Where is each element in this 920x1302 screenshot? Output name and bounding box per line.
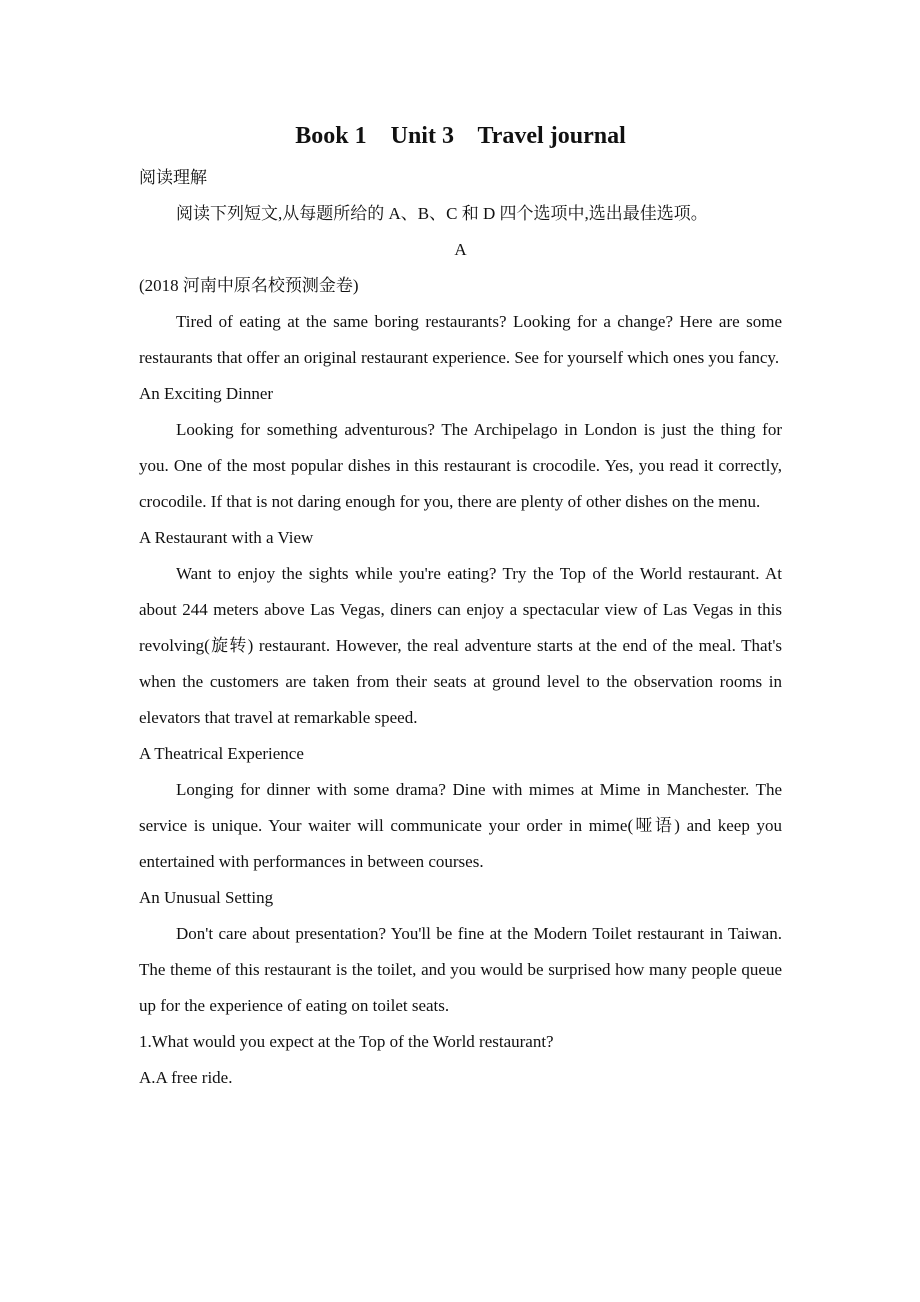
answer-option-a: A.A free ride. [139, 1068, 233, 1087]
source-note: (2018 河南中原名校预测金卷) [139, 276, 359, 295]
section-heading: A Restaurant with a View [139, 528, 314, 547]
passage-letter: A [454, 240, 467, 259]
section-heading: An Exciting Dinner [139, 384, 274, 403]
section-heading: A Theatrical Experience [139, 744, 304, 763]
section-body: Longing for dinner with some drama? Dine with mimes at Mime in Manchester. The service is unique. Your waiter will communicate your order in mime(哑语) and keep you entertained with performances in between courses. [139, 780, 782, 871]
section-body: Want to enjoy the sights while you're eating? Try the Top of the World restaurant. At about 244 meters above Las Vegas, diners can enjoy a spectacular view of Las Vegas in this revolving(旋转) restaurant. However, the real adventure starts at the end of the meal. That's when the customers are taken from their seats at ground level to the observation rooms in elevators that travel at remarkable speed. [139, 564, 782, 727]
section-body: Don't care about presentation? You'll be fine at the Modern Toilet restaurant in Taiwan. The theme of this restaurant is the toilet, and you would be surprised how many people queue up for the experience of eating on toilet seats. [139, 924, 782, 1015]
page-title: Book 1 Unit 3 Travel journal [295, 123, 626, 149]
question-text: 1.What would you expect at the Top of the World restaurant? [139, 1032, 554, 1051]
intro-paragraph: Tired of eating at the same boring restaurants? Looking for a change? Here are some restaurants that offer an original restaurant experience. See for yourself which ones you fancy. [139, 312, 782, 367]
document-page [139, 118, 782, 1096]
section-body: Looking for something adventurous? The Archipelago in London is just the thing for you. One of the most popular dishes in this restaurant is crocodile. Yes, you read it correctly, crocodile. If that is not daring enough for you, there are plenty of other dishes on the menu. [139, 420, 782, 511]
section-label: 阅读理解 [139, 168, 207, 187]
section-heading: An Unusual Setting [139, 888, 274, 907]
instruction: 阅读下列短文,从每题所给的 A、B、C 和 D 四个选项中,选出最佳选项。 [176, 204, 708, 223]
